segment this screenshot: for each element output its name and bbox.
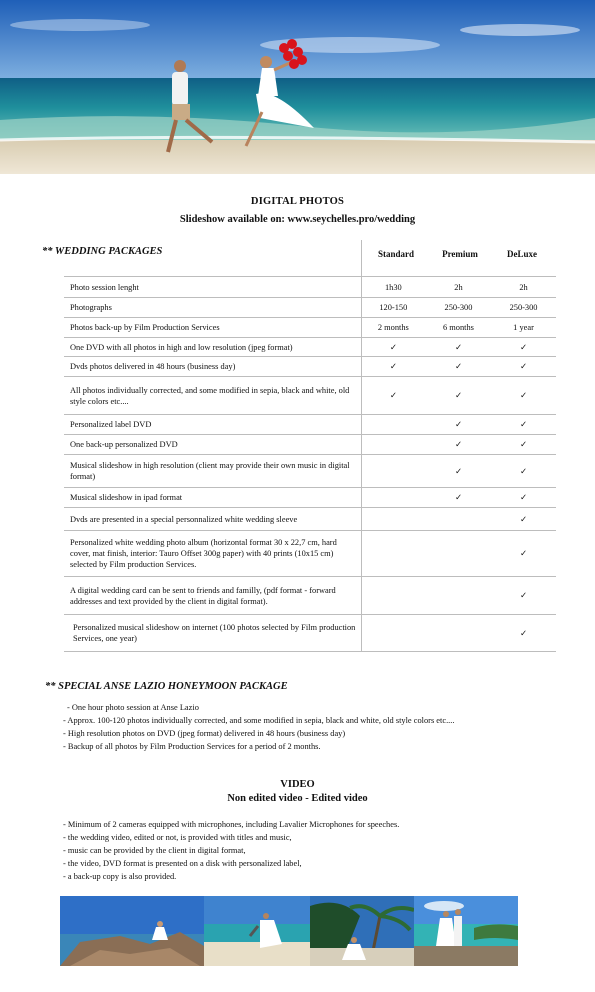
deluxe-cell: ✓ — [491, 615, 556, 652]
feature-cell: Photo session lenght — [64, 277, 361, 298]
video-list — [63, 818, 583, 883]
standard-cell — [361, 488, 426, 508]
premium-cell: ✓ — [426, 488, 491, 508]
deluxe-cell: ✓ — [491, 488, 556, 508]
feature-cell: Personalized musical slideshow on internet (100 photos selected by Film production Services, one year) — [64, 615, 361, 652]
feature-cell: Dvds are presented in a special personnalized white wedding sleeve — [64, 508, 361, 531]
table-row — [64, 455, 556, 488]
list-item: - music can be provided by the client in digital format, — [63, 846, 246, 855]
list-item: - a back-up copy is also provided. — [63, 872, 177, 881]
premium-cell — [426, 615, 491, 652]
standard-cell: 120-150 — [361, 298, 426, 318]
deluxe-cell: ✓ — [491, 455, 556, 488]
table-row — [64, 357, 556, 377]
table-row — [64, 508, 556, 531]
premium-cell: 250-300 — [426, 298, 491, 318]
feature-cell: Personalized white wedding photo album (horizontal format 30 x 22,7 cm, hard cover, mat finish, interior: Tauro Offset 300g paper) with 40 prints (10x15 cm) selected by Film production Services. — [64, 531, 361, 577]
deluxe-cell: ✓ — [491, 377, 556, 415]
premium-cell: 2h — [426, 277, 491, 298]
table-row — [64, 531, 556, 577]
standard-cell: ✓ — [361, 377, 426, 415]
feature-cell: All photos individually corrected, and some modified in sepia, black and white, old style colors etc.... — [64, 377, 361, 415]
deluxe-cell: ✓ — [491, 435, 556, 455]
feature-cell: Photographs — [64, 298, 361, 318]
premium-cell — [426, 577, 491, 615]
deluxe-cell: ✓ — [491, 577, 556, 615]
table-row — [64, 277, 556, 298]
premium-cell: ✓ — [426, 377, 491, 415]
beach-jump-photo — [204, 896, 310, 966]
table-row — [64, 435, 556, 455]
list-item: - Minimum of 2 cameras equipped with microphones, including Lavalier Microphones for speeches. — [63, 820, 400, 829]
wedding-packages-title: ** WEDDING PACKAGES — [42, 246, 163, 257]
standard-cell: 2 months — [361, 318, 426, 338]
honeymoon-list — [63, 701, 593, 753]
standard-cell — [361, 615, 426, 652]
premium-cell: ✓ — [426, 415, 491, 435]
table-row — [64, 298, 556, 318]
deluxe-cell: ✓ — [491, 508, 556, 531]
standard-cell — [361, 531, 426, 577]
feature-cell: Musical slideshow in high resolution (client may provide their own music in digital format) — [64, 455, 361, 488]
premium-cell — [426, 508, 491, 531]
table-row — [64, 415, 556, 435]
deluxe-cell: ✓ — [491, 531, 556, 577]
premium-cell: 6 months — [426, 318, 491, 338]
honeymoon-title: ** SPECIAL ANSE LAZIO HONEYMOON PACKAGE — [45, 681, 288, 692]
list-item: - the video, DVD format is presented on a disk with personalized label, — [63, 859, 302, 868]
standard-cell: 1h30 — [361, 277, 426, 298]
premium-cell: ✓ — [426, 455, 491, 488]
deluxe-cell: 1 year — [491, 318, 556, 338]
standard-cell — [361, 435, 426, 455]
column-header-deluxe: DeLuxe — [507, 249, 537, 259]
list-item: - Backup of all photos by Film Production Services for a period of 2 months. — [63, 742, 321, 751]
deluxe-cell: 2h — [491, 277, 556, 298]
list-item: - One hour photo session at Anse Lazio — [67, 703, 199, 712]
packages-table — [64, 276, 556, 652]
photo-strip — [60, 896, 518, 966]
table-row — [64, 377, 556, 415]
table-row — [64, 318, 556, 338]
premium-cell: ✓ — [426, 357, 491, 377]
table-row — [64, 338, 556, 357]
list-item: - High resolution photos on DVD (jpeg format) delivered in 48 hours (business day) — [63, 729, 346, 738]
column-header-premium: Premium — [442, 249, 478, 259]
feature-cell: One DVD with all photos in high and low resolution (jpeg format) — [64, 338, 361, 357]
feature-cell: Personalized label DVD — [64, 415, 361, 435]
feature-cell: A digital wedding card can be sent to friends and familly, (pdf format - forward addresses and text provided by the client in digital format). — [64, 577, 361, 615]
standard-cell: ✓ — [361, 357, 426, 377]
rock-couple-photo — [60, 896, 204, 966]
feature-cell: Photos back-up by Film Production Services — [64, 318, 361, 338]
palm-couple-photo — [310, 896, 414, 966]
premium-cell — [426, 531, 491, 577]
table-row — [64, 577, 556, 615]
feature-cell: One back-up personalized DVD — [64, 435, 361, 455]
standard-cell: ✓ — [361, 338, 426, 357]
hero-photo — [0, 0, 595, 174]
lagoon-couple-photo — [414, 896, 518, 966]
digital-photos-title: DIGITAL PHOTOS — [250, 196, 345, 207]
premium-cell: ✓ — [426, 435, 491, 455]
video-title: VIDEO — [280, 779, 315, 790]
deluxe-cell: ✓ — [491, 338, 556, 357]
standard-cell — [361, 455, 426, 488]
table-row — [64, 615, 556, 652]
list-item: - the wedding video, edited or not, is provided with titles and music, — [63, 833, 292, 842]
deluxe-cell: 250-300 — [491, 298, 556, 318]
standard-cell — [361, 577, 426, 615]
table-row — [64, 488, 556, 508]
list-item: - Approx. 100-120 photos individually corrected, and some modified in sepia, black and white, old style colors etc.... — [63, 716, 455, 725]
column-header-standard: Standard — [377, 249, 414, 259]
standard-cell — [361, 508, 426, 531]
slideshow-line: Slideshow available on: www.seychelles.pro/wedding — [179, 214, 416, 225]
deluxe-cell: ✓ — [491, 357, 556, 377]
premium-cell: ✓ — [426, 338, 491, 357]
deluxe-cell: ✓ — [491, 415, 556, 435]
feature-cell: Musical slideshow in ipad format — [64, 488, 361, 508]
video-subtitle: Non edited video - Edited video — [227, 793, 368, 804]
feature-cell: Dvds photos delivered in 48 hours (business day) — [64, 357, 361, 377]
standard-cell — [361, 415, 426, 435]
